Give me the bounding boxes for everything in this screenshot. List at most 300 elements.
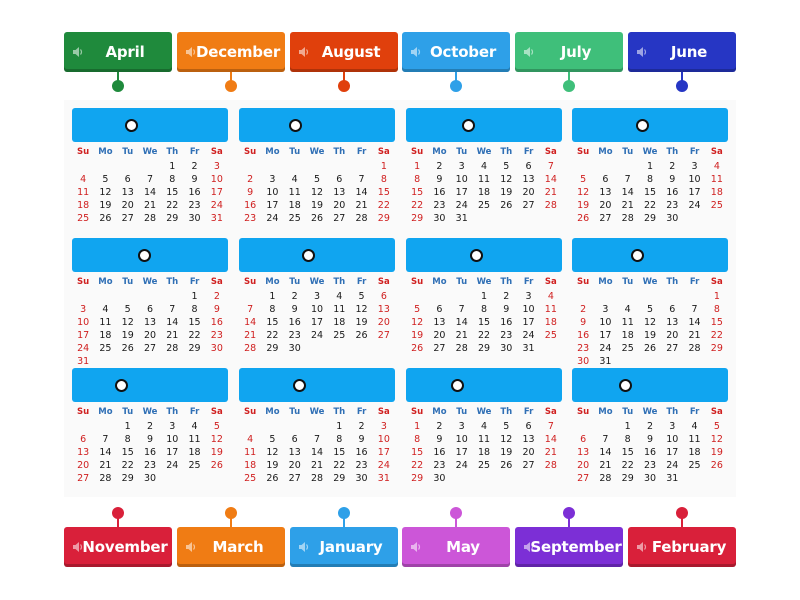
day-cell: 2 — [646, 421, 653, 432]
tile-pin-dot[interactable] — [676, 80, 688, 92]
empty-day-cell — [683, 355, 705, 368]
month-drop-zone[interactable] — [572, 368, 728, 402]
day-cell: 19 — [266, 460, 279, 471]
month-grid — [572, 275, 728, 368]
tile-pin-dot[interactable] — [112, 507, 124, 519]
weekday-header: Mo — [432, 147, 447, 157]
day-cell: 1 — [414, 161, 421, 172]
day-cell: 22 — [377, 200, 390, 211]
empty-day-cell — [328, 342, 350, 355]
day-cell: 19 — [577, 200, 590, 211]
weekday-header: Sa — [710, 147, 723, 157]
day-cell: 10 — [77, 317, 90, 328]
day-cell: 8 — [414, 434, 421, 445]
drop-target-hole[interactable] — [125, 119, 138, 132]
day-cell: 2 — [146, 421, 153, 432]
day-cell: 22 — [477, 330, 491, 341]
day-cell: 14 — [143, 187, 157, 198]
day-cell: 30 — [143, 473, 157, 484]
empty-day-cell — [117, 290, 139, 303]
day-cell: 26 — [121, 343, 134, 354]
weekday-header: Su — [577, 147, 590, 157]
empty-day-cell — [261, 420, 283, 433]
tile-pin-dot[interactable] — [563, 80, 575, 92]
tile-pin-dot[interactable] — [450, 507, 462, 519]
weekday-header: Th — [166, 147, 179, 157]
empty-day-cell — [206, 355, 228, 368]
day-cell: 6 — [602, 174, 609, 185]
weekday-header: Sa — [544, 407, 557, 417]
day-cell: 17 — [522, 317, 535, 328]
empty-day-cell — [72, 420, 94, 433]
day-cell: 18 — [688, 447, 701, 458]
empty-day-cell — [683, 472, 705, 485]
day-cell: 1 — [191, 291, 198, 302]
day-cell: 16 — [355, 447, 368, 458]
day-cell: 31 — [666, 473, 679, 484]
day-cell: 17 — [266, 200, 279, 211]
empty-day-cell — [661, 290, 683, 303]
tile-pin-dot[interactable] — [338, 80, 350, 92]
day-cell: 7 — [691, 304, 698, 315]
answer-tile-label: September — [530, 538, 622, 556]
day-cell: 25 — [688, 460, 701, 471]
day-cell: 7 — [102, 434, 109, 445]
day-cell: 27 — [377, 330, 390, 341]
day-cell: 8 — [624, 434, 631, 445]
weekday-header: We — [309, 277, 325, 287]
answer-tile-may[interactable] — [402, 527, 510, 567]
day-cell: 18 — [288, 200, 301, 211]
answer-tile-label: January — [319, 538, 383, 556]
empty-day-cell — [350, 160, 372, 173]
day-cell: 6 — [525, 421, 532, 432]
day-cell: 9 — [358, 434, 365, 445]
weekday-header: Tu — [122, 277, 134, 287]
day-cell: 31 — [210, 213, 223, 224]
day-cell: 10 — [688, 174, 701, 185]
day-cell: 24 — [455, 460, 468, 471]
day-cell: 27 — [433, 343, 446, 354]
day-cell: 25 — [188, 460, 201, 471]
day-cell: 27 — [333, 213, 346, 224]
day-cell: 11 — [188, 434, 201, 445]
day-cell: 21 — [99, 460, 112, 471]
day-cell: 25 — [544, 330, 557, 341]
answer-tile-august[interactable] — [290, 32, 398, 72]
empty-day-cell — [428, 290, 450, 303]
day-cell: 16 — [433, 447, 446, 458]
day-cell: 23 — [666, 200, 679, 211]
month-drop-zone[interactable] — [239, 238, 395, 272]
day-cell: 7 — [458, 304, 465, 315]
day-cell: 7 — [602, 434, 609, 445]
answer-tile-label: May — [446, 538, 480, 556]
answer-tile-october[interactable] — [402, 32, 510, 72]
day-cell: 4 — [247, 434, 254, 445]
day-cell: 12 — [266, 447, 279, 458]
weekday-header: Sa — [377, 277, 390, 287]
weekday-header: Tu — [456, 147, 468, 157]
day-cell: 16 — [210, 317, 223, 328]
day-cell: 26 — [500, 460, 513, 471]
day-cell: 19 — [500, 447, 513, 458]
empty-day-cell — [139, 160, 161, 173]
day-cell: 1 — [380, 161, 387, 172]
weekday-header: Th — [666, 147, 679, 157]
day-cell: 16 — [244, 200, 257, 211]
day-cell: 3 — [458, 161, 465, 172]
day-cell: 13 — [121, 187, 134, 198]
day-cell: 3 — [213, 161, 220, 172]
drop-target-hole[interactable] — [631, 249, 644, 262]
day-cell: 28 — [688, 343, 701, 354]
day-cell: 18 — [477, 187, 491, 198]
day-cell: 29 — [377, 213, 390, 224]
day-cell: 21 — [599, 460, 612, 471]
day-cell: 17 — [455, 187, 468, 198]
day-cell: 25 — [710, 200, 723, 211]
month-grid — [239, 275, 395, 355]
empty-day-cell — [139, 290, 161, 303]
day-cell: 13 — [433, 317, 446, 328]
tile-pin-dot[interactable] — [225, 80, 237, 92]
day-cell: 20 — [522, 447, 535, 458]
day-cell: 11 — [288, 187, 301, 198]
day-cell: 7 — [547, 421, 554, 432]
month-grid — [406, 145, 562, 225]
day-cell: 30 — [355, 473, 368, 484]
day-cell: 22 — [333, 460, 346, 471]
empty-day-cell — [517, 472, 539, 485]
drop-target-hole[interactable] — [462, 119, 475, 132]
day-cell: 21 — [621, 200, 634, 211]
day-cell: 19 — [210, 447, 223, 458]
day-cell: 9 — [503, 304, 510, 315]
day-cell: 10 — [599, 317, 612, 328]
empty-day-cell — [328, 160, 350, 173]
day-cell: 26 — [266, 473, 279, 484]
day-cell: 23 — [143, 460, 157, 471]
day-cell: 30 — [188, 213, 201, 224]
day-cell: 28 — [544, 200, 557, 211]
weekday-header: Fr — [189, 147, 200, 157]
day-cell: 6 — [124, 174, 131, 185]
day-cell: 6 — [525, 161, 532, 172]
day-cell: 13 — [522, 434, 535, 445]
day-cell: 27 — [121, 213, 134, 224]
day-cell: 4 — [102, 304, 109, 315]
day-cell: 26 — [577, 213, 590, 224]
month-drop-zone[interactable] — [239, 108, 395, 142]
empty-day-cell — [540, 342, 562, 355]
day-cell: 12 — [643, 317, 657, 328]
day-cell: 2 — [247, 174, 254, 185]
day-cell: 6 — [146, 304, 153, 315]
day-cell: 18 — [477, 447, 491, 458]
day-cell: 21 — [544, 447, 557, 458]
day-cell: 17 — [377, 447, 390, 458]
day-cell: 6 — [580, 434, 587, 445]
day-cell: 28 — [244, 343, 257, 354]
day-cell: 31 — [522, 343, 535, 354]
weekday-header: Sa — [210, 277, 223, 287]
weekday-header: Fr — [523, 407, 534, 417]
day-cell: 30 — [500, 343, 513, 354]
tile-pin-dot[interactable] — [450, 80, 462, 92]
day-cell: 19 — [310, 200, 324, 211]
empty-day-cell — [594, 420, 616, 433]
calendar-month-1 — [72, 108, 228, 233]
day-cell: 2 — [580, 304, 587, 315]
day-cell: 22 — [188, 330, 201, 341]
day-cell: 30 — [210, 343, 223, 354]
weekday-header: Su — [411, 277, 424, 287]
month-drop-zone[interactable] — [406, 368, 562, 402]
day-cell: 17 — [599, 330, 612, 341]
day-cell: 8 — [336, 434, 343, 445]
day-cell: 20 — [522, 187, 535, 198]
day-cell: 15 — [121, 447, 134, 458]
empty-day-cell — [473, 472, 495, 485]
day-cell: 3 — [458, 421, 465, 432]
day-cell: 6 — [80, 434, 87, 445]
drop-target-hole[interactable] — [289, 119, 302, 132]
day-cell: 4 — [336, 291, 343, 302]
month-grid — [239, 405, 395, 485]
tile-pin-dot[interactable] — [225, 507, 237, 519]
drop-target-hole[interactable] — [115, 379, 128, 392]
calendar-month-12 — [572, 368, 728, 493]
day-cell: 11 — [477, 174, 491, 185]
day-cell: 25 — [477, 200, 491, 211]
day-cell: 17 — [455, 447, 468, 458]
day-cell: 13 — [377, 304, 390, 315]
day-cell: 2 — [213, 291, 220, 302]
day-cell: 2 — [191, 161, 198, 172]
day-cell: 27 — [522, 460, 535, 471]
empty-day-cell — [161, 472, 183, 485]
weekday-header: Fr — [689, 407, 700, 417]
day-cell: 3 — [80, 304, 87, 315]
day-cell: 8 — [380, 174, 387, 185]
answer-tile-march[interactable] — [177, 527, 285, 567]
empty-day-cell — [594, 290, 616, 303]
tile-pin-dot[interactable] — [338, 507, 350, 519]
drop-target-hole[interactable] — [302, 249, 315, 262]
empty-day-cell — [183, 355, 205, 368]
day-cell: 29 — [188, 343, 201, 354]
empty-day-cell — [639, 290, 661, 303]
day-cell: 5 — [102, 174, 109, 185]
day-cell: 19 — [643, 330, 657, 341]
day-cell: 10 — [455, 174, 468, 185]
month-drop-zone[interactable] — [406, 108, 562, 142]
weekday-header: Fr — [689, 277, 700, 287]
drop-target-hole[interactable] — [451, 379, 464, 392]
day-cell: 15 — [621, 447, 634, 458]
month-drop-zone[interactable] — [572, 238, 728, 272]
day-cell: 13 — [288, 447, 301, 458]
calendar-month-3 — [406, 108, 562, 233]
day-cell: 1 — [336, 421, 343, 432]
day-cell: 21 — [244, 330, 257, 341]
day-cell: 25 — [244, 473, 257, 484]
day-cell: 24 — [377, 460, 390, 471]
day-cell: 23 — [500, 330, 513, 341]
weekday-header: Th — [666, 277, 679, 287]
day-cell: 14 — [99, 447, 112, 458]
empty-day-cell — [306, 160, 328, 173]
weekday-header: Tu — [456, 277, 468, 287]
empty-day-cell — [572, 290, 594, 303]
day-cell: 27 — [577, 473, 590, 484]
drop-target-hole[interactable] — [293, 379, 306, 392]
day-cell: 22 — [621, 460, 634, 471]
answer-tile-june[interactable] — [628, 32, 736, 72]
day-cell: 13 — [143, 317, 157, 328]
month-drop-zone[interactable] — [72, 238, 228, 272]
calendar-month-4 — [572, 108, 728, 233]
speaker-icon — [410, 541, 422, 553]
day-cell: 28 — [99, 473, 112, 484]
day-cell: 20 — [377, 317, 390, 328]
day-cell: 27 — [77, 473, 90, 484]
day-cell: 6 — [291, 434, 298, 445]
day-cell: 27 — [666, 343, 679, 354]
answer-tile-december[interactable] — [177, 32, 285, 72]
day-cell: 27 — [143, 343, 157, 354]
day-cell: 9 — [146, 434, 153, 445]
answer-tile-label: June — [670, 43, 708, 61]
day-cell: 19 — [500, 187, 513, 198]
weekday-header: Tu — [289, 147, 301, 157]
month-drop-zone[interactable] — [239, 368, 395, 402]
day-cell: 8 — [646, 174, 653, 185]
day-cell: 21 — [310, 460, 324, 471]
month-drop-zone[interactable] — [406, 238, 562, 272]
day-cell: 23 — [577, 343, 590, 354]
day-cell: 20 — [577, 460, 590, 471]
empty-day-cell — [617, 160, 639, 173]
month-drop-zone[interactable] — [572, 108, 728, 142]
month-grid — [406, 275, 562, 355]
weekday-header: Sa — [210, 147, 223, 157]
day-cell: 6 — [436, 304, 443, 315]
empty-day-cell — [139, 355, 161, 368]
tile-pin-dot[interactable] — [676, 507, 688, 519]
day-cell: 22 — [266, 330, 279, 341]
day-cell: 17 — [210, 187, 223, 198]
empty-day-cell — [572, 420, 594, 433]
answer-tile-april[interactable] — [64, 32, 172, 72]
answer-tile-january[interactable] — [290, 527, 398, 567]
month-grid — [72, 275, 228, 368]
day-cell: 29 — [121, 473, 134, 484]
day-cell: 4 — [480, 421, 487, 432]
weekday-header: Mo — [432, 277, 447, 287]
weekday-header: Sa — [377, 147, 390, 157]
month-drop-zone[interactable] — [72, 368, 228, 402]
day-cell: 12 — [310, 187, 324, 198]
day-cell: 9 — [646, 434, 653, 445]
tile-pin-dot[interactable] — [112, 80, 124, 92]
drop-target-hole[interactable] — [636, 119, 649, 132]
weekday-header: Fr — [189, 277, 200, 287]
weekday-header: We — [642, 277, 658, 287]
day-cell: 21 — [544, 187, 557, 198]
day-cell: 19 — [355, 317, 368, 328]
day-cell: 31 — [455, 213, 468, 224]
tile-pin-dot[interactable] — [563, 507, 575, 519]
day-cell: 23 — [188, 200, 201, 211]
day-cell: 29 — [166, 213, 179, 224]
day-cell: 24 — [266, 213, 279, 224]
answer-tile-november[interactable] — [64, 527, 172, 567]
answer-tile-label: April — [105, 43, 145, 61]
day-cell: 17 — [666, 447, 679, 458]
answer-tile-september[interactable] — [515, 527, 623, 567]
day-cell: 23 — [433, 200, 446, 211]
drop-target-hole[interactable] — [470, 249, 483, 262]
drop-target-hole[interactable] — [619, 379, 632, 392]
day-cell: 22 — [411, 460, 424, 471]
day-cell: 4 — [624, 304, 631, 315]
day-cell: 4 — [191, 421, 198, 432]
speaker-icon — [636, 541, 648, 553]
day-cell: 5 — [213, 421, 220, 432]
speaker-icon — [72, 46, 84, 58]
calendar-month-6 — [239, 238, 395, 363]
empty-day-cell — [72, 160, 94, 173]
day-cell: 5 — [713, 421, 720, 432]
speaker-icon — [298, 46, 310, 58]
day-cell: 2 — [503, 291, 510, 302]
month-grid — [72, 405, 228, 485]
month-drop-zone[interactable] — [72, 108, 228, 142]
weekday-header: We — [142, 277, 158, 287]
answer-tile-february[interactable] — [628, 527, 736, 567]
day-cell: 9 — [291, 304, 298, 315]
weekday-header: Su — [411, 147, 424, 157]
calendar-month-10 — [239, 368, 395, 493]
day-cell: 16 — [643, 447, 657, 458]
day-cell: 13 — [522, 174, 535, 185]
empty-day-cell — [94, 290, 116, 303]
day-cell: 5 — [414, 304, 421, 315]
day-cell: 31 — [377, 473, 390, 484]
day-cell: 23 — [355, 460, 368, 471]
day-cell: 20 — [288, 460, 301, 471]
day-cell: 14 — [599, 447, 612, 458]
day-cell: 15 — [411, 447, 424, 458]
day-cell: 15 — [188, 317, 201, 328]
day-cell: 29 — [477, 343, 491, 354]
month-grid — [572, 145, 728, 225]
weekday-header: Fr — [356, 147, 367, 157]
weekday-header: Th — [166, 407, 179, 417]
day-cell: 24 — [166, 460, 179, 471]
day-cell: 11 — [710, 174, 723, 185]
empty-day-cell — [239, 290, 261, 303]
answer-tile-july[interactable] — [515, 32, 623, 72]
weekday-header: Mo — [98, 147, 113, 157]
day-cell: 28 — [455, 343, 468, 354]
weekday-header: We — [142, 147, 158, 157]
day-cell: 31 — [599, 356, 612, 367]
weekday-header: Tu — [122, 407, 134, 417]
drop-target-hole[interactable] — [138, 249, 151, 262]
